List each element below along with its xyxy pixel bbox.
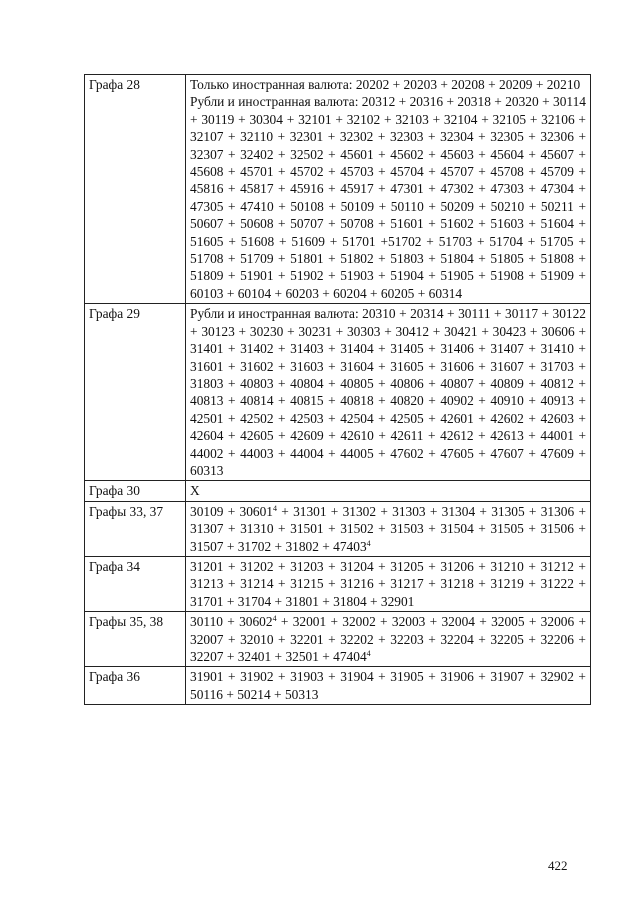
row-content [186, 304, 591, 481]
account-formula-text: 31901 + 31902 + 31903 + 31904 + 31905 + 31906 + 31907 + 32902 + 50116 + 50214 + 50313 [190, 669, 586, 702]
table-row [85, 304, 591, 481]
footnote-marker: 4 [272, 614, 277, 624]
account-formula-text: + 31301 + 31302 + 31303 + 31304 + 31305 + 31306 + 31307 + 31310 + 31501 + 31502 + 31503 + 31504 + 31505 + 31506 + 31507 + 31702 + 31802 + 47403 [190, 503, 586, 554]
footnote-marker: 4 [366, 538, 371, 548]
account-table-body [85, 75, 591, 705]
row-content [186, 612, 591, 667]
table-row [85, 667, 591, 705]
table-row [85, 481, 591, 501]
content-paragraph [190, 76, 586, 93]
row-content [186, 501, 591, 556]
content-paragraph [190, 482, 586, 499]
content-paragraph [190, 93, 586, 302]
row-content [186, 75, 591, 304]
table-row [85, 612, 591, 667]
content-paragraph [190, 558, 586, 610]
row-label: Графы 33, 37 [85, 501, 186, 556]
content-paragraph [190, 305, 586, 479]
row-label: Графа 34 [85, 556, 186, 611]
row-label: Графы 35, 38 [85, 612, 186, 667]
content-paragraph [190, 668, 586, 703]
footnote-marker: 4 [366, 649, 371, 658]
account-formula-text: 31201 + 31202 + 31203 + 31204 + 31205 + 31206 + 31210 + 31212 + 31213 + 31214 + 31215 + 31216 + 31217 + 31218 + 31219 + 31222 + 31701 + 31704 + 31801 + 31804 + 32901 [190, 558, 586, 609]
row-content [186, 481, 591, 501]
content-paragraph [190, 503, 586, 555]
account-formula-text: 30109 + 30601 [190, 503, 274, 519]
row-label: Графа 36 [85, 667, 186, 705]
page-number: 422 [548, 858, 568, 873]
footnote-marker: 4 [273, 503, 278, 513]
account-table [84, 74, 591, 705]
row-label: Графа 28 [85, 75, 186, 304]
table-row [85, 556, 591, 611]
account-formula-text: X [190, 483, 200, 499]
table-row [85, 501, 591, 556]
account-formula-text: Рубли и иностранная валюта: 20310 + 20314 + 30111 + 30117 + 30122 + 30123 + 30230 + 30231 + 30303 + 30412 + 30421 + 30423 + 30606 + 31401 + 31402 + 31403 + 31404 + 31405 + 31406 + 31407 + 31410 + 31601 + 31602 + 31603 + 31604 + 31605 + 31606 + 31607 + 31703 + 31803 + 40803 + 40804 + 40805 + 40806 + 40807 + 40809 + 40812 + 40813 + 40814 + 40815 + 40818 + 40820 + 40902 + 40910 + 40913 + 42501 + 42502 + 42503 + 42504 + 42505 + 42601 + 42602 + 42603 + 42604 + 42605 + 42609 + 42610 + 42611 + 42612 + 42613 + 44001 + 44002 + 44003 + 44004 + 44005 + 47602 + 47605 + 47607 + 47609 + 60313 [190, 306, 586, 478]
account-formula-text: Рубли и иностранная валюта: 20312 + 20316 + 20318 + 20320 + 30114 + 30119 + 30304 + 32101 + 32102 + 32103 + 32104 + 32105 + 32106 + 32107 + 32110 + 32301 + 32302 + 32303 + 32304 + 32305 + 32306 + 32307 + 32402 + 32502 + 45601 + 45602 + 45603 + 45604 + 45607 + 45608 + 45701 + 45702 + 45703 + 45704 + 45707 + 45708 + 45709 + 45816 + 45817 + 45916 + 45917 + 47301 + 47302 + 47303 + 47304 + 47305 + 47410 + 50108 + 50109 + 50110 + 50209 + 50210 + 50211 + 50607 + 50608 + 50707 + 50708 + 51601 + 51602 + 51603 + 51604 + 51605 + 51608 + 51609 + 51701 +51702 + 51703 + 51704 + 51705 + 51708 + 51709 + 51801 + 51802 + 51803 + 51804 + 51805 + 51808 + 51809 + 51901 + 51902 + 51903 + 51904 + 51905 + 51908 + 51909 + 60103 + 60104 + 60203 + 60204 + 60205 + 60314 [190, 94, 586, 301]
account-formula-text: Только иностранная валюта: 20202 + 20203 + 20208 + 20209 + 20210 [190, 77, 581, 92]
account-formula-text: 30110 + 30602 [190, 614, 273, 630]
account-formula-text: + 32001 + 32002 + 32003 + 32004 + 32005 + 32006 + 32007 + 32010 + 32201 + 32202 + 32203 + 32204 + 32205 + 32206 + 32207 + 32401 + 32501 + 47404 [190, 614, 586, 664]
table-row [85, 75, 591, 304]
row-content [186, 667, 591, 705]
row-content [186, 556, 591, 611]
row-label: Графа 29 [85, 304, 186, 481]
row-label: Графа 30 [85, 481, 186, 501]
content-paragraph [190, 613, 586, 665]
